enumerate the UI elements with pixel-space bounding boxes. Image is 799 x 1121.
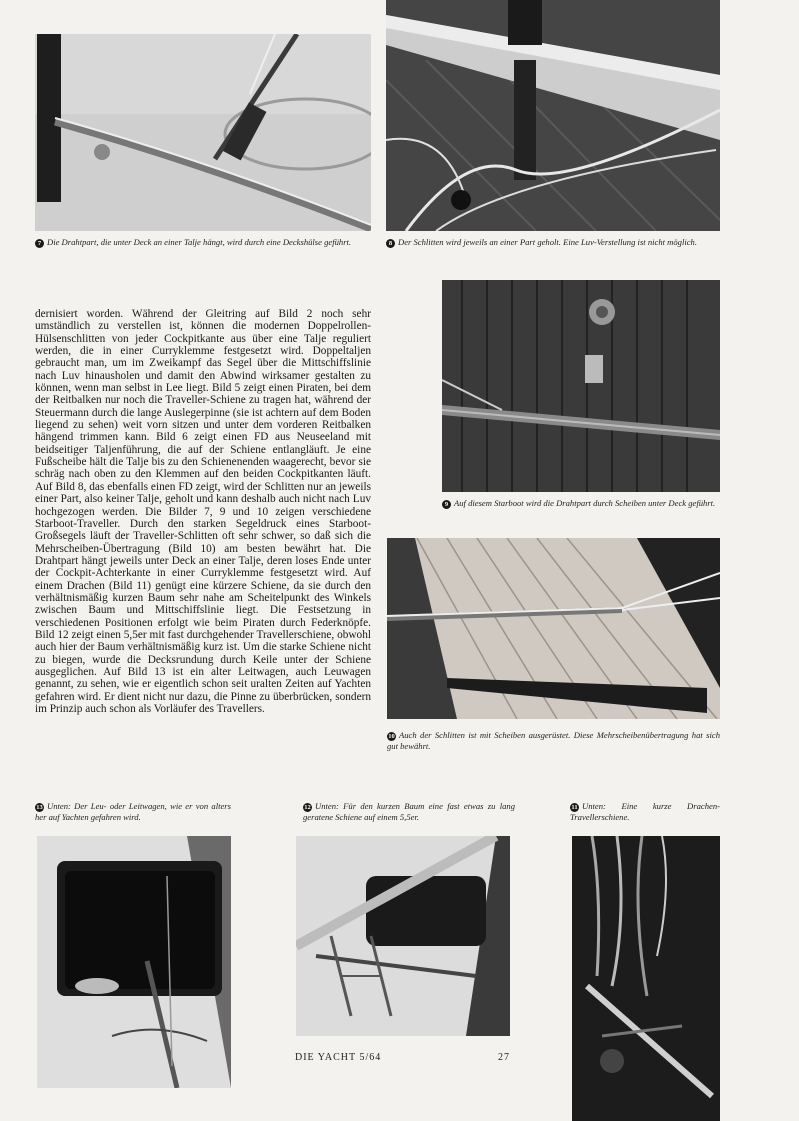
caption-text: Die Drahtpart, die unter Deck an einer Talje hängt, wird durch eine Deckshülse geführt. [47, 237, 352, 247]
caption-number: 12 [304, 804, 311, 811]
caption-number: 9 [442, 500, 451, 509]
caption-text: Der Schlitten wird jeweils an einer Part geholt. Eine Luv-Verstellung ist nicht möglich. [398, 237, 697, 247]
photo-11 [572, 836, 720, 1121]
article-paragraph: dernisiert worden. Während der Gleitring auf Bild 2 noch sehr umständlich zu verstellen ist, können die modernen Doppelrollen-Hülsenschlitten von jeder Cockpitkante aus über eine Talje reguliert werden, die in einer Curryklemme festgesetzt wird. Doppeltaljen gebraucht man, um im Zweikampf das Segel über die Mittschiffslinie nach Luv hinausholen und damit den Abwind wirksamer gestalten zu können, wenn man selbst in Lee liegt. Bild 5 zeigt einen Piraten, bei dem der Reitbalken nur noch die Traveller-Schiene zu tragen hat, während der Steuermann durch die lange Auslegerpinne (sie ist achtern auf dem Boden liegend zu sehen) weit vorn sitzen und unter dem vorderen Reitbalken hängend trimmen kann. Bild 6 zeigt einen FD aus Neuseeland mit beidseitiger Taljenführung, die auf der Schiene entlangläuft. Je eine Fußscheibe hält die Talje bis zu den Schienenenden waagerecht, bevor sie schräg nach oben zu den Klemmen auf den beiden Cockpitkanten läuft. Auf Bild 8, das ebenfalls einen FD zeigt, wird der Schlitten nur an jeweils einer Part, also keiner Talje, geholt und kann deshalb auch nicht nach Luv hochgezogen werden. Die Bilder 7, 9 und 10 zeigen verschiedene Starboot-Traveller. Durch den starken Segeldruck eines Starboot-Großsegels läuft der Traveller-Schlitten oft sehr schwer, so daß sich die Mehrscheiben-Übertragung (Bild 10) am besten bewährt hat. Die Drahtpart hängt jeweils unter Deck an einer Talje, deren loses Ende unter der Cockpit-Achterkante in einer Curryklemme festgesetzt wird. Auf einem Drachen (Bild 11) genügt eine kürzere Schiene, da sie durch den verhältnismäßig kurzen Baum sehr nahe am Scheitelpunkt des Winkels zwischen Baum und Mittschiffslinie liegt. Die Festsetzung in verschiedenen Positionen erfolgt wie beim Piraten durch Federknöpfe. Bild 12 zeigt einen 5,5er mit fast durchgehender Travellerschiene, obwohl auch hier der Baum verhältnismäßig kurz ist. Um die starke Schiene nicht zu biegen, wurde die Decksrundung durch Keile unter der Schiene ausgeglichen. Auf Bild 13 ist ein alter Leitwagen, auch Leuwagen genannt, zu sehen, wie er eigentlich schon seit uralten Zeiten auf Yachten gefahren wird. Er dient nicht nur dazu, die Pinne zu überbrücken, sondern im Prinzip auch schon als Vorläufer des Travellers. [35, 308, 371, 715]
caption-7 [35, 237, 371, 248]
caption-12 [303, 801, 515, 823]
caption-8 [386, 237, 720, 248]
photo-12 [296, 836, 510, 1036]
photo-13 [37, 836, 231, 1088]
caption-text: Auf diesem Starboot wird die Drahtpart durch Scheiben unter Deck geführt. [454, 498, 716, 508]
footer-magazine-issue: DIE YACHT 5/64 [295, 1052, 382, 1063]
caption-text: Unten: Eine kurze Drachen-Travellerschiene. [570, 801, 720, 822]
caption-text: Unten: Der Leu- oder Leitwagen, wie er von alters her auf Yachten gefahren wird. [35, 801, 231, 822]
photo-9 [442, 280, 720, 492]
caption-9 [442, 498, 720, 509]
caption-number: 7 [35, 239, 44, 248]
photo-8 [386, 0, 720, 231]
caption-10 [387, 730, 720, 752]
caption-number: 10 [388, 733, 395, 740]
photo-7 [35, 34, 371, 231]
caption-text: Auch der Schlitten ist mit Scheiben ausgerüstet. Diese Mehrscheibenübertragung hat sich gut bewährt. [387, 730, 720, 751]
photo-10 [387, 538, 720, 719]
caption-text: Unten: Für den kurzen Baum eine fast etwas zu lang geratene Schiene auf einem 5,5er. [303, 801, 515, 822]
article-body-text [35, 308, 371, 715]
caption-number: 13 [36, 804, 43, 811]
caption-11 [570, 801, 720, 823]
footer-page-number: 27 [498, 1052, 510, 1063]
caption-13 [35, 801, 231, 823]
caption-number: 8 [386, 239, 395, 248]
caption-number: 11 [571, 804, 578, 811]
